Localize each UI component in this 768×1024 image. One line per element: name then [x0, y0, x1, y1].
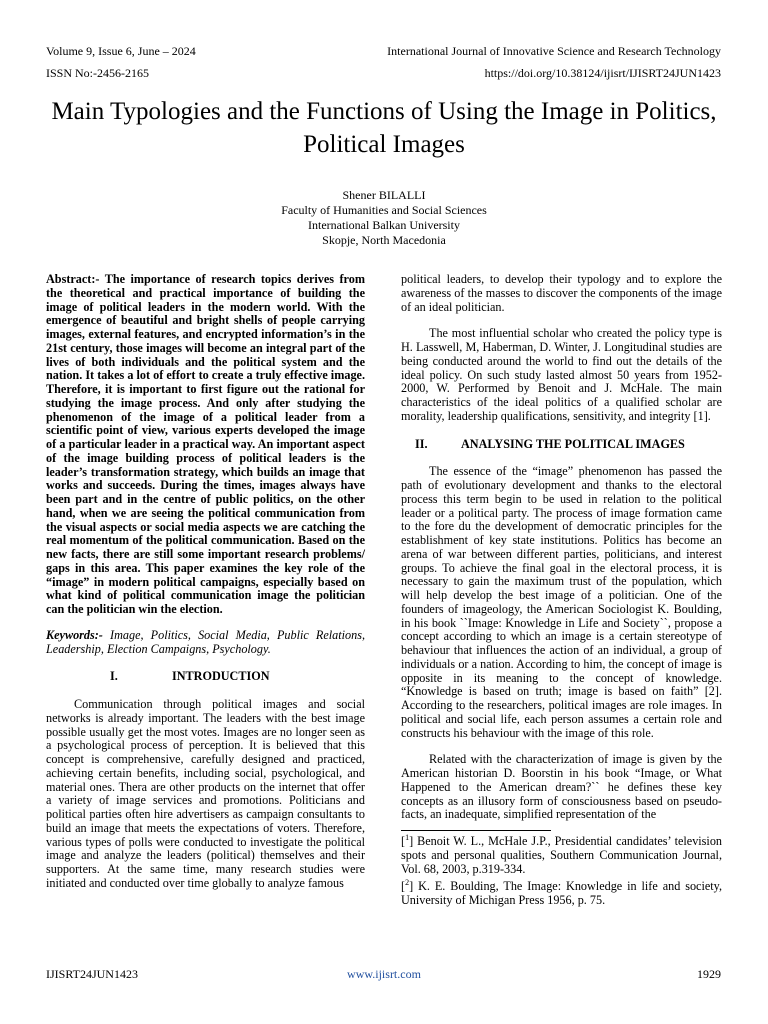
footnote-2: [$^2$] K. E. Boulding, The Image: Knowledge in life and society, University of Michigan Press 1956, p. 75.	[401, 878, 722, 907]
keywords-text: Image, Politics, Social Media, Public Relations, Leadership, Election Campaigns, Psychology.	[46, 627, 366, 656]
left-column	[46, 273, 365, 891]
keywords-label: Keywords:-	[46, 627, 103, 642]
section-number: I.	[110, 669, 118, 684]
keywords	[46, 629, 365, 657]
analysing-paragraph-1: The essence of the “image” phenomenon has passed the path of evolutionary development and thanks to the electoral process this term begin to be used in relation to the political leader or a political party. The process of image formation came to the fore du the development of democratic principles for the establishment of key state institutions. Politics has become an arena of war between different parties, politicians, and interest groups. To achieve the final goal in the electoral process, it is necessary to gain the maximum trust of the population, which will help develop the best image of a politician. One of the founders of imageology, the American Sociologist K. Boulding, in his book ``Image: Knowledge in Life and Society``, propose a concept according to which an image is a certain stereotype of behaviour that influences the action of an individual, a group of individuals or a nation. According to him, the concept of image is opposite in its meaning to the concept of knowledge. “Knowledge is based on truth; image is based on faith” [2]. According to the researchers, political images are role images. In political and social life, each person assumes a certain role and constructs his behaviour with the image of this role.	[401, 464, 722, 740]
paper-title: Main Typologies and the Functions of Using the Image in Politics, Political Images	[51, 98, 717, 158]
policy-type-paragraph: The most influential scholar who created the policy type is H. Lasswell, M, Haberman, D. Winter, J. Longitudinal studies are being conducted around the world to find out the details of the ideal policy. On such study lasted almost 50 years from 1952-2000, W. Performed by Benoit and J. McHale. The main characteristics of the ideal politics of a qualified scholar are morality, leadership qualifications, sensitivity, and integrity [1].	[401, 326, 722, 423]
continuation-paragraph: political leaders, to develop their typology and to explore the awareness of the masses to discover the components of the image of an ideal politician.	[401, 272, 722, 314]
journal-volume: Volume 9, Issue 6, June – 2024	[46, 44, 196, 58]
section-title: INTRODUCTION	[172, 669, 270, 684]
section-heading-introduction	[46, 670, 365, 684]
footnote-text: K. E. Boulding, The Image: Knowledge in life and society, University of Michigan Press 1956, p. 75.	[401, 879, 722, 907]
author-name: Shener BILALLI	[342, 188, 426, 202]
abstract: Abstract:- The importance of research topics derives from the theoretical and practical importance of building the image of political leaders in the modern world. With the emergence of beautiful and bright shells of people carrying images, external features, and encrypted information’s in the 21st century, those images will become an integral part of the lives of both individuals and the political system and the nation. It takes a lot of effort to create a truly effective image. Therefore, it is important to first figure out the rational for studying the image process. And only after studying the phenomenon of the image of a political leader from a scientific point of view, various experts developed the image of a particular leader in a practical way. An important aspect of the image building process of political leaders is the leader’s transformation strategy, which builds an image that works and succeeds. During the times, images always have been part and in the centre of public politics, on the other hand, when we are seeing the political communication from the visual aspects or social media aspects we are catching the real momentum of the political communication. Based on the new facts, there are still some important research problems/ gaps in this area. This paper examines the key role of the “image” in modern political campaigns, especially based on what kind of political communication image the politician can the politician win the election.	[46, 272, 365, 616]
introduction-paragraph: Communication through political images and social networks is already important. The leaders with the best image possible usually get the most votes. Images are no longer seen as a psychological process of perception. It is believed that this concept is comprehensive, carefully designed and practiced, achieving certain benefits, including social, psychological, and material ones. Thera are other products on the internet that offer a variety of image services and promotions. Politicians and political parties often hire advertisers as campaign consultants to build an image that meets the expectations of voters. Therefore, various types of polls were conducted to investigate the political image and analyze the leaders (political) themselves and their supporters. At the same time, many research studies were initiated and conducted over time globally to analyze famous	[46, 697, 365, 890]
footnote-mark: 1	[405, 832, 410, 842]
footer-code: IJISRT24JUN1423	[46, 967, 138, 981]
right-column	[401, 273, 722, 908]
journal-issn: ISSN No:-2456-2165	[46, 66, 150, 80]
author-university: International Balkan University	[308, 218, 460, 232]
footnote-text: Benoit W. L., McHale J.P., Presidential candidates’ television spots and personal qualities, Southern Communication Journal, Vol. 68, 2003, p.319-334.	[401, 834, 723, 876]
footnote-1: [$^1$] Benoit W. L., McHale J.P., Presidential candidates’ television spots and personal qualities, Southern Communication Journal, Vol. 68, 2003, p.319-334.	[401, 832, 723, 876]
section-number: II.	[415, 436, 428, 451]
section-heading-analysing	[401, 438, 722, 452]
article-doi[interactable]: https://doi.org/10.38124/ijisrt/IJISRT24JUN1423	[484, 66, 721, 80]
section-title: ANALYSING THE POLITICAL IMAGES	[461, 436, 685, 451]
footer-website-link[interactable]: www.ijisrt.com	[347, 967, 421, 981]
page-number: 1929	[697, 967, 721, 981]
footnote-divider	[401, 830, 551, 831]
footnote-mark: 2	[405, 878, 410, 888]
author-faculty: Faculty of Humanities and Social Sciences	[281, 203, 487, 217]
author-location: Skopje, North Macedonia	[322, 233, 446, 247]
analysing-paragraph-2: Related with the characterization of image is given by the American historian D. Boorstin in his book “Image, or What Happened to the American dream?`` he defines these key concepts as an illusory form of consciousness based on pseudo-facts, an inadequate, simplified representation of the	[401, 752, 722, 822]
journal-name: International Journal of Innovative Science and Research Technology	[387, 44, 721, 58]
